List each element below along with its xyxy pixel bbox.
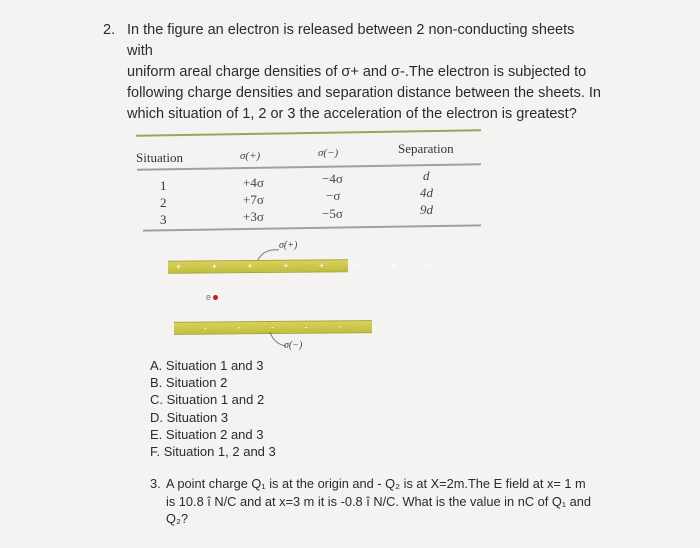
- electron-label: e: [206, 292, 212, 302]
- header-situation: Situation: [136, 150, 183, 165]
- header-sigma-plus: σ(+): [240, 150, 261, 162]
- question-number: 2.: [103, 22, 116, 38]
- sigma-plus-label: σ(+): [279, 240, 298, 251]
- cell: 3: [160, 212, 167, 227]
- option-f[interactable]: F. Situation 1, 2 and 3: [150, 444, 276, 460]
- cell: −σ: [326, 188, 341, 203]
- cell: +4σ: [243, 175, 264, 190]
- question-number: 3.: [150, 476, 161, 491]
- question-text: [166, 475, 595, 528]
- question-line: In the figure an electron is released between 2 non-conducting sheets with: [127, 22, 575, 59]
- option-c[interactable]: C. Situation 1 and 2: [150, 392, 265, 408]
- question-line: following charge densities and separation distance between the sheets. In: [127, 85, 601, 101]
- answer-options: [150, 357, 276, 460]
- header-separation: Separation: [398, 141, 454, 156]
- positive-sheet: + + + + + + + +: [168, 259, 348, 274]
- option-d[interactable]: D. Situation 3: [150, 409, 229, 425]
- cell: 9d: [420, 202, 433, 217]
- question-2: [103, 20, 603, 125]
- option-b[interactable]: B. Situation 2: [150, 375, 228, 391]
- cell: −5σ: [322, 206, 343, 221]
- question-line: A point charge Q₁ is at the origin and - Q₂ is at X=2m.The E field at x= 1 m: [166, 476, 586, 491]
- question-line: is 10.8 î N/C and at x=3 m it is -0.8 î N/C. What is the value in nC of Q₁ and: [166, 493, 592, 509]
- table-top-rule: [136, 129, 481, 136]
- option-e[interactable]: E. Situation 2 and 3: [150, 426, 264, 442]
- sigma-minus-label: σ(−): [284, 340, 303, 351]
- negative-sheet: - - - - - - - -: [174, 320, 372, 335]
- cell: 4d: [420, 185, 433, 200]
- cell: 1: [160, 178, 167, 193]
- cell: d: [423, 168, 430, 183]
- header-sigma-minus: σ(−): [318, 147, 339, 159]
- question-line: Q₂?: [166, 511, 189, 526]
- cell: +3σ: [243, 209, 264, 224]
- table-bottom-rule: [143, 224, 481, 231]
- question-text: [127, 20, 603, 125]
- question-3: [150, 475, 595, 528]
- cell: 2: [160, 195, 167, 210]
- electron-dot: [213, 295, 218, 300]
- cell: −4σ: [322, 171, 343, 186]
- cell: +7σ: [243, 192, 264, 207]
- question-line: uniform areal charge densities of σ+ and σ-.The electron is subjected to: [127, 64, 587, 80]
- option-a[interactable]: A. Situation 1 and 3: [150, 358, 264, 373]
- question-line: which situation of 1, 2 or 3 the acceleration of the electron is greatest?: [127, 106, 577, 122]
